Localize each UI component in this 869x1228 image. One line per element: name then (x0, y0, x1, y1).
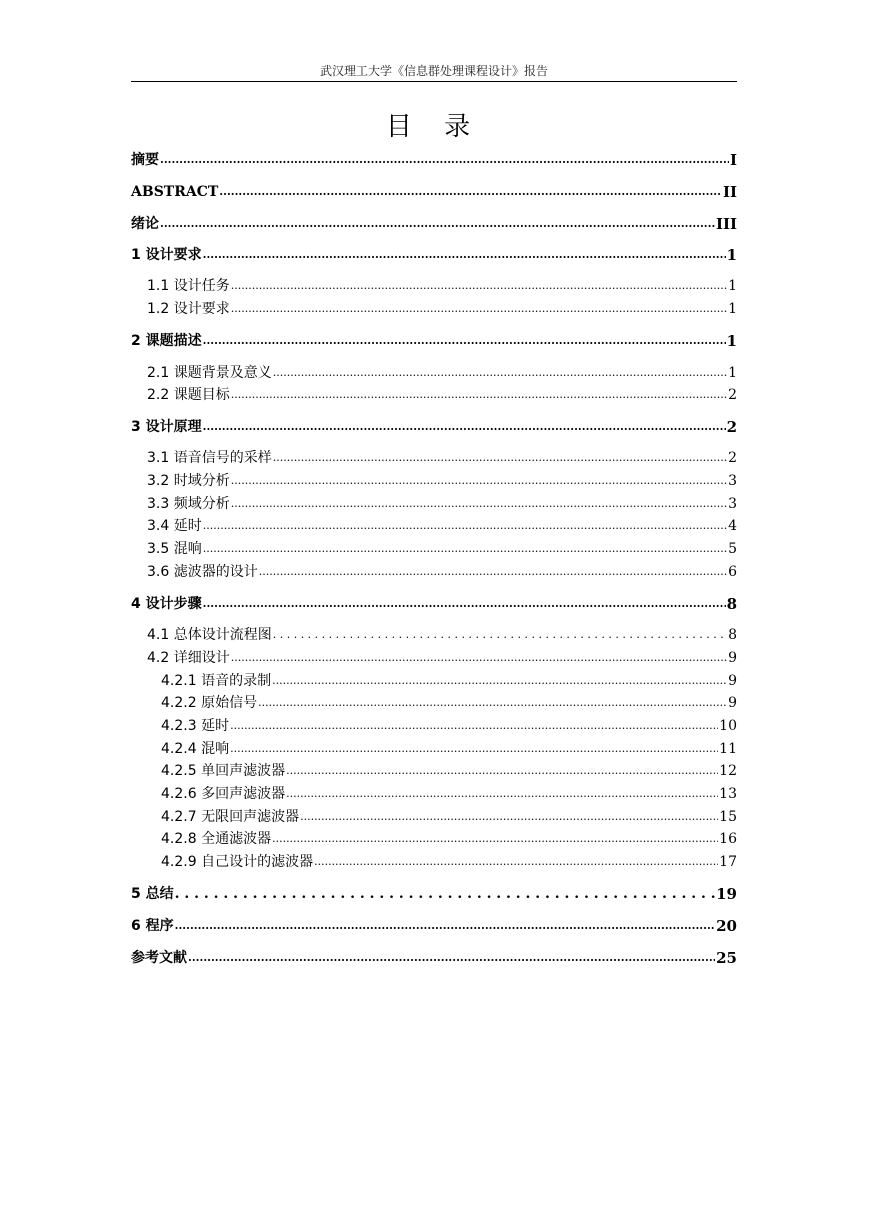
toc-entry-references[interactable] (131, 947, 737, 969)
toc-entry-label: 4.2.1 语音的录制 (161, 673, 272, 689)
dot-leader (160, 213, 715, 235)
toc-entry-page: 16 (719, 831, 737, 847)
toc-entry-chapter-5[interactable] (131, 883, 737, 905)
running-header: 武汉理工大学《信息群处理课程设计》报告 (319, 64, 548, 78)
toc-entry-label: 绪论 (131, 216, 159, 232)
toc-entry-label: 2.2 课题目标 (147, 387, 230, 403)
dot-leader (175, 883, 716, 905)
dot-leader (273, 362, 727, 384)
toc-entry-page: 9 (728, 695, 737, 711)
toc-entry-label: 3.2 时域分析 (147, 473, 230, 489)
toc-entry-page: III (715, 215, 737, 233)
dot-leader (230, 715, 718, 737)
toc-entry-label: 1.2 设计要求 (147, 301, 230, 317)
toc-entry-page: 4 (728, 518, 737, 534)
toc-entry-page: 5 (728, 541, 737, 557)
toc-entry-label: 3.4 延时 (147, 518, 202, 534)
toc-entry-page: 15 (719, 809, 737, 825)
toc-entry-page: I (729, 151, 737, 169)
toc-entry-4-2-9[interactable] (131, 851, 737, 873)
toc-entry-page: 2 (726, 418, 737, 436)
dot-leader (203, 416, 726, 438)
toc-entry-page: 1 (728, 278, 737, 294)
toc-entry-page: 1 (726, 246, 737, 264)
toc-entry-page: 13 (719, 786, 737, 802)
header-rule (131, 81, 737, 82)
toc-entry-label: 4.1 总体设计流程图 (147, 627, 272, 643)
dot-leader (259, 561, 727, 583)
dot-leader (219, 181, 722, 203)
toc-entry-3-4[interactable] (131, 515, 737, 537)
toc-entry-label: 3.1 语音信号的采样 (147, 450, 272, 466)
dot-leader (203, 330, 726, 352)
dot-leader (272, 670, 727, 692)
toc-entry-label: 4 设计步骤 (131, 596, 202, 612)
dot-leader (188, 947, 715, 969)
toc-entry-2-2[interactable] (131, 384, 737, 406)
toc-entry-1-2[interactable] (131, 298, 737, 320)
toc-entry-chapter-2[interactable] (131, 330, 737, 352)
toc-entry-label: 4.2.2 原始信号 (161, 695, 258, 711)
toc-entry-page: 20 (716, 917, 737, 935)
toc-entry-label: ABSTRACT (131, 184, 219, 200)
toc-entry-page: 2 (728, 450, 737, 466)
toc-entry-1-1[interactable] (131, 275, 737, 297)
toc-entry-3-3[interactable] (131, 493, 737, 515)
dot-leader (231, 298, 727, 320)
toc-entry-chapter-3[interactable] (131, 416, 737, 438)
toc-entry-page: II (722, 183, 737, 201)
dot-leader (272, 828, 718, 850)
toc-entry-introduction[interactable] (131, 213, 737, 235)
toc-entry-4-2-2[interactable] (131, 692, 737, 714)
toc-entry-label: 4.2.3 延时 (161, 718, 230, 734)
toc-entry-4-2-3[interactable] (131, 715, 737, 737)
toc-entry-4-2-6[interactable] (131, 783, 737, 805)
toc-entry-label: 4.2.8 全通滤波器 (161, 831, 272, 847)
toc-entry-3-6[interactable] (131, 561, 737, 583)
toc-entry-chapter-6[interactable] (131, 915, 737, 937)
toc-entry-page: 8 (728, 627, 737, 643)
dot-leader (286, 783, 718, 805)
toc-entry-label: 4.2.4 混响 (161, 741, 230, 757)
toc-entry-page: 25 (716, 949, 737, 967)
toc-entry-label: 4.2.5 单回声滤波器 (161, 763, 286, 779)
dot-leader (314, 851, 718, 873)
toc-entry-3-2[interactable] (131, 470, 737, 492)
toc-entry-label: 3.6 滤波器的设计 (147, 564, 258, 580)
toc-entry-label: 4.2.7 无限回声滤波器 (161, 809, 300, 825)
toc-entry-label: 3.3 频域分析 (147, 496, 230, 512)
dot-leader (231, 275, 727, 297)
toc-entry-page: 17 (719, 854, 737, 870)
toc-entry-label: 2 课题描述 (131, 333, 202, 349)
dot-leader (230, 738, 718, 760)
toc-entry-page: 10 (719, 718, 737, 734)
toc-entry-page: 1 (726, 332, 737, 350)
dot-leader (203, 244, 726, 266)
toc-entry-4-2-1[interactable] (131, 670, 737, 692)
dot-leader (160, 149, 729, 171)
toc-entry-4-1[interactable] (131, 624, 737, 646)
toc-entry-page: 11 (719, 741, 737, 757)
toc-entry-page: 9 (728, 673, 737, 689)
toc-entry-page: 1 (728, 301, 737, 317)
toc-entry-page: 8 (726, 595, 737, 613)
dot-leader (286, 760, 718, 782)
toc-entry-label: 4.2.6 多回声滤波器 (161, 786, 286, 802)
toc-entry-page: 3 (728, 473, 737, 489)
toc-entry-label: 5 总结 (131, 886, 174, 902)
dot-leader (203, 515, 727, 537)
toc-entry-2-1[interactable] (131, 362, 737, 384)
toc-entry-page: 2 (728, 387, 737, 403)
toc-entry-4-2-4[interactable] (131, 738, 737, 760)
dot-leader (231, 470, 727, 492)
dot-leader (203, 538, 727, 560)
toc-entry-chapter-4[interactable] (131, 593, 737, 615)
toc-entry-4-2[interactable] (131, 647, 737, 669)
toc-entry-label: 4.2 详细设计 (147, 650, 230, 666)
toc-entry-label: 参考文献 (131, 950, 187, 966)
toc-entry-page: 6 (728, 564, 737, 580)
toc-entry-3-1[interactable] (131, 447, 737, 469)
toc-entry-label: 1.1 设计任务 (147, 278, 230, 294)
dot-leader (258, 692, 727, 714)
toc-entry-page: 19 (716, 885, 737, 903)
toc-entry-label: 1 设计要求 (131, 247, 202, 263)
toc-entry-4-2-5[interactable] (131, 760, 737, 782)
toc-entry-label: 3.5 混响 (147, 541, 202, 557)
toc-entry-label: 2.1 课题背景及意义 (147, 365, 272, 381)
toc-entry-4-2-7[interactable] (131, 806, 737, 828)
toc-title: 目 录 (385, 112, 483, 142)
toc-entry-label: 摘要 (131, 152, 159, 168)
toc-entry-abstract-en[interactable] (131, 181, 737, 203)
toc-entry-label: 4.2.9 自己设计的滤波器 (161, 854, 314, 870)
dot-leader (300, 806, 718, 828)
toc-entry-3-5[interactable] (131, 538, 737, 560)
toc-entry-label: 6 程序 (131, 918, 174, 934)
toc-entry-page: 1 (728, 365, 737, 381)
toc-entry-chapter-1[interactable] (131, 244, 737, 266)
dot-leader (203, 593, 726, 615)
dot-leader (175, 915, 716, 937)
toc-entry-label: 3 设计原理 (131, 419, 202, 435)
toc-entry-page: 12 (719, 763, 737, 779)
toc-entry-page: 9 (728, 650, 737, 666)
dot-leader (231, 647, 727, 669)
toc-entry-page: 3 (728, 496, 737, 512)
dot-leader (231, 493, 727, 515)
dot-leader (273, 447, 727, 469)
toc-entry-4-2-8[interactable] (131, 828, 737, 850)
dot-leader (231, 384, 727, 406)
toc-entry-abstract-cn[interactable] (131, 149, 737, 171)
dot-leader (273, 624, 727, 646)
